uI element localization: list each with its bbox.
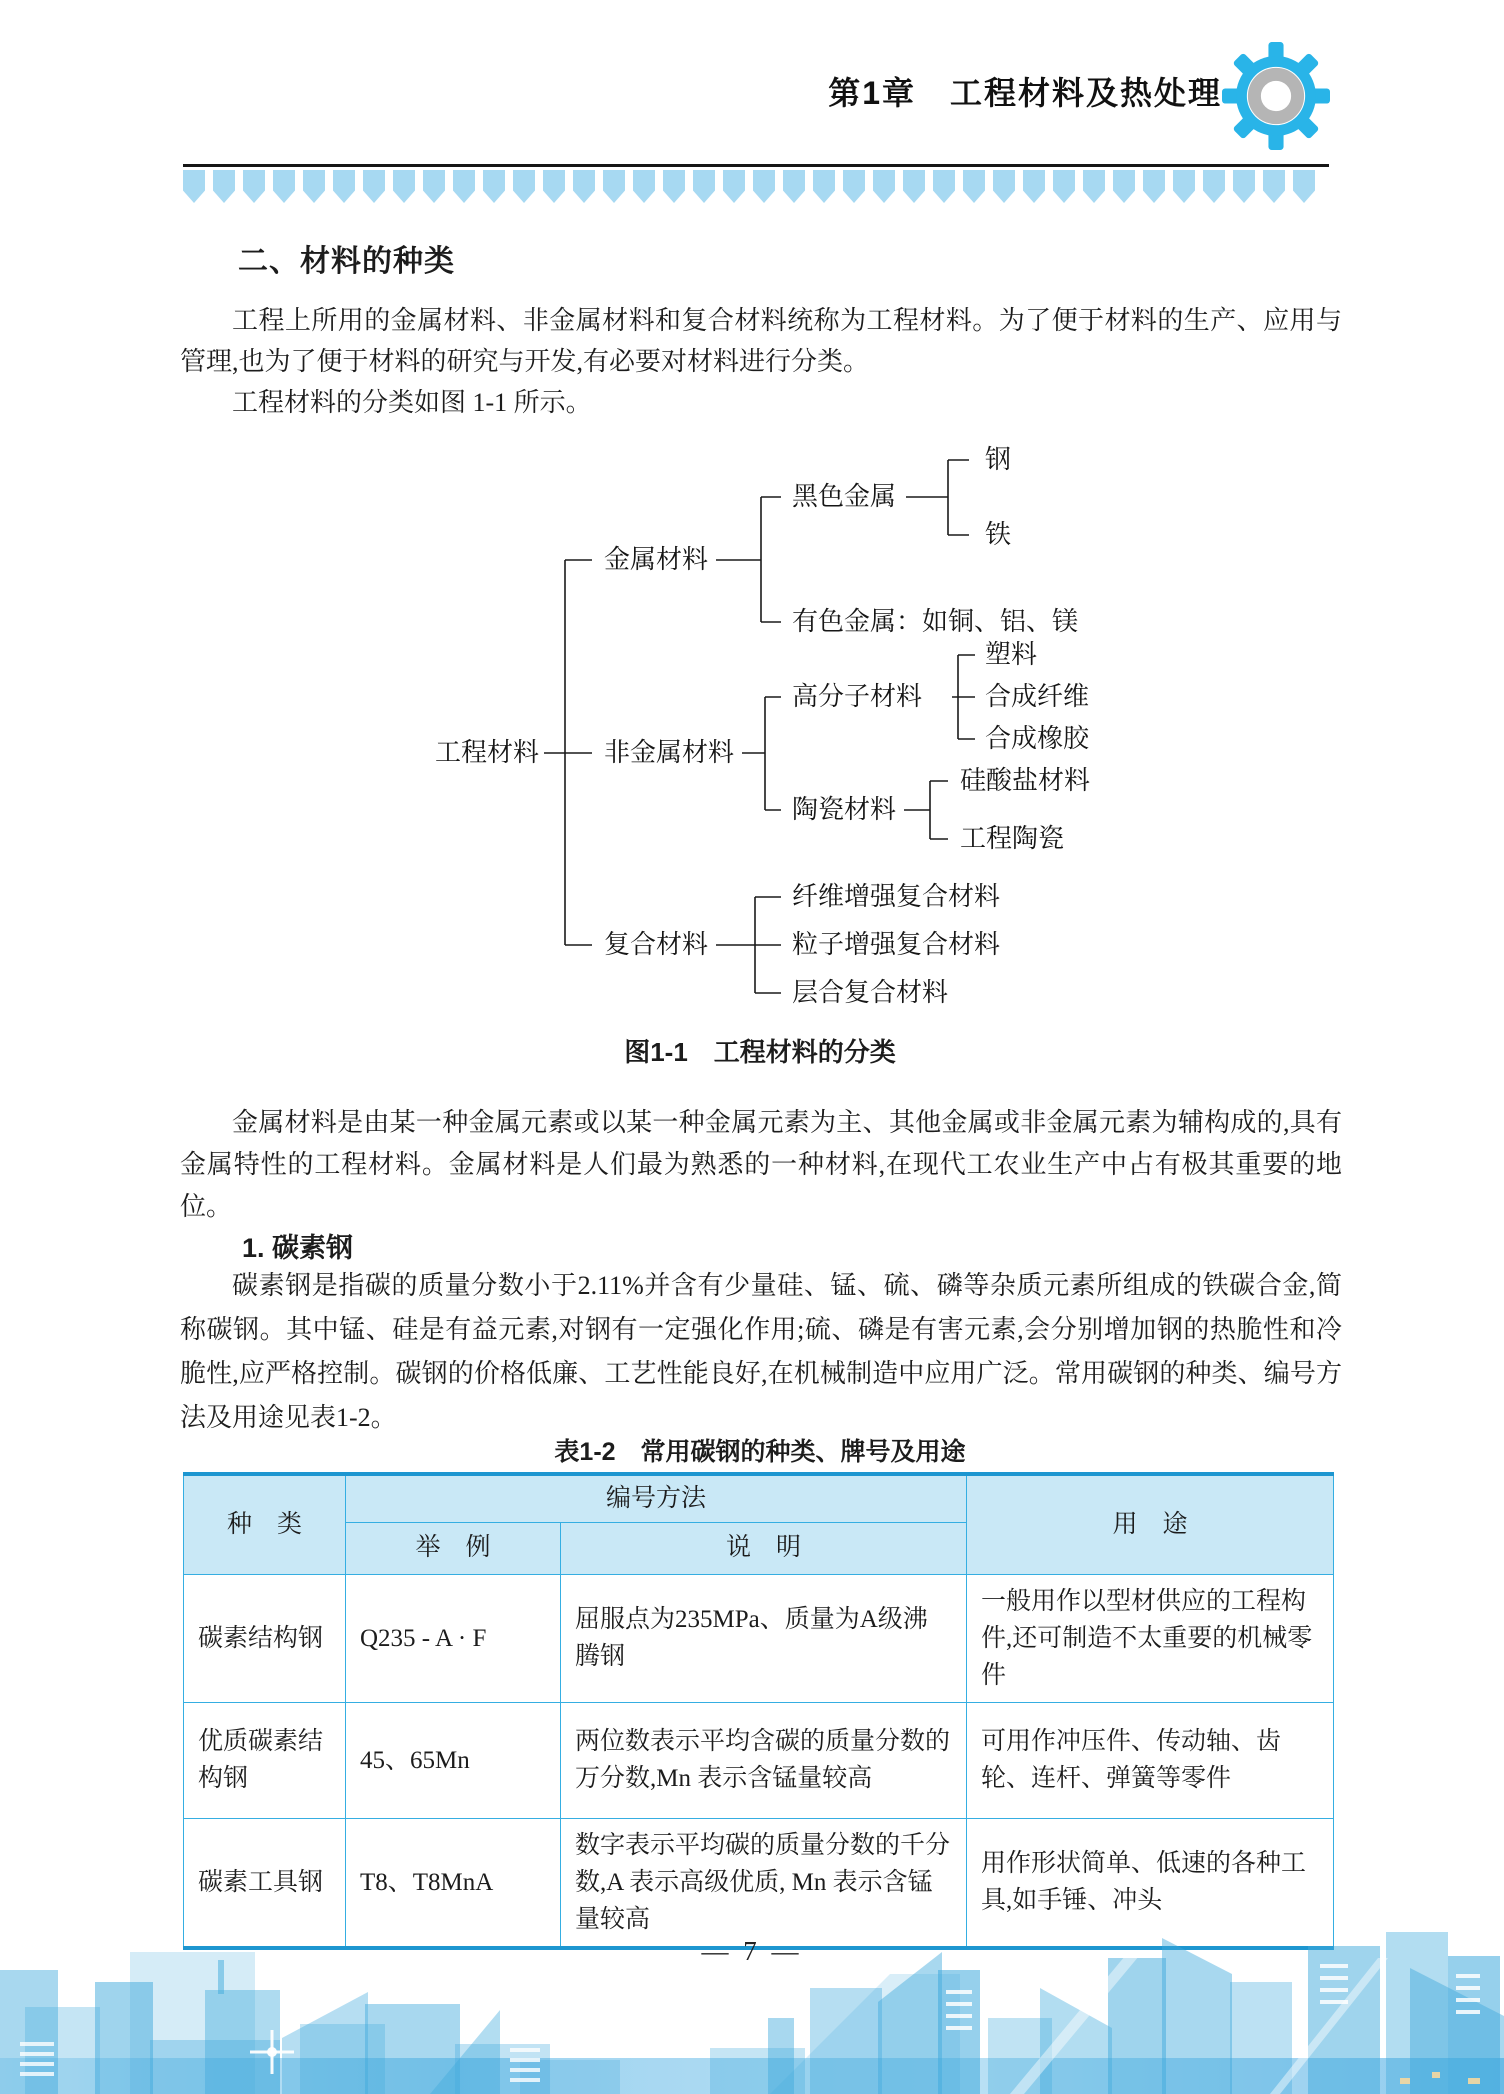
scallop-flag [1113,170,1135,203]
body-paragraph-2: 工程材料的分类如图 1-1 所示。 [232,388,592,417]
section-heading: 二、材料的种类 [238,245,455,278]
table-cell-example: 45、65Mn [346,1702,561,1818]
table-row [184,1702,1334,1818]
tree-node-particle-reinforced: 粒子增强复合材料 [792,930,1001,959]
figure-material-classification [180,430,1340,1080]
scallop-flag [693,170,715,203]
scallop-flag [873,170,895,203]
scallop-flag [783,170,805,203]
scallop-flag [1023,170,1045,203]
tree-node-iron: 铁 [985,520,1012,549]
scallop-flag [1083,170,1105,203]
table-row [184,1574,1334,1702]
city-skyline-left [0,1952,620,2094]
tree-node-steel: 钢 [985,445,1012,474]
scallop-flag [363,170,385,203]
scallop-flag [243,170,265,203]
scallop-flag [813,170,835,203]
scallop-flag [513,170,535,203]
body-paragraph-4: 碳素钢是指碳的质量分数小于2.11%并含有少量硅、锰、硫、磷等杂质元素所组成的铁碳合金,简称碳钢。其中锰、硅是有益元素,对钢有一定强化作用;硫、磷是有害元素,会分别增加钢的热脆性和冷脆性,应严格控制。碳钢的价格低廉、工艺性能良好,在机械制造中应用广泛。常用碳钢的种类、编号方法及用途见表1-2。 [180,1271,1342,1432]
table-cell-usage: 可用作冲压件、传动轴、齿轮、连杆、弹簧等零件 [967,1702,1334,1818]
page-number: — 7 — [701,1936,803,1966]
scallop-flag [1203,170,1225,203]
body-paragraph-1: 工程上所用的金属材料、非金属材料和复合材料统称为工程材料。为了便于材料的生产、应用与管理,也为了便于材料的研究与开发,有必要对材料进行分类。 [180,306,1342,376]
scallop-flag [603,170,625,203]
scallop-flag [993,170,1015,203]
scallop-flag [1143,170,1165,203]
tree-node-ceramic: 陶瓷材料 [792,795,897,824]
tree-connector-lines [180,430,1340,1080]
tree-node-synthetic-fiber: 合成纤维 [985,682,1090,711]
tree-node-composite: 复合材料 [604,930,709,959]
scallop-flag [1233,170,1255,203]
table-cell-kind: 优质碳素结构钢 [184,1702,346,1818]
table-header-usage: 用 途 [967,1474,1334,1574]
scallop-flag [423,170,445,203]
scallop-flag [963,170,985,203]
table-cell-usage: 一般用作以型材供应的工程构件,还可制造不太重要的机械零件 [967,1574,1334,1702]
tree-node-ferrous: 黑色金属 [792,482,897,511]
tree-node-fiber-reinforced: 纤维增强复合材料 [792,882,1001,911]
table-header-explain: 说 明 [561,1522,967,1574]
header-rule [183,164,1329,167]
table-cell-explain: 数字表示平均碳的质量分数的千分数,A 表示高级优质, Mn 表示含锰量较高 [561,1818,967,1948]
table-header-example: 举 例 [346,1522,561,1574]
scallop-flag [1053,170,1075,203]
scallop-flag [543,170,565,203]
scallop-flag [333,170,355,203]
table-cell-example: T8、T8MnA [346,1818,561,1948]
table-cell-example: Q235 - A · F [346,1574,561,1702]
tree-node-root: 工程材料 [435,738,540,767]
scallop-flag [183,170,205,203]
tree-node-silicate: 硅酸盐材料 [960,766,1091,795]
chapter-title: 第1章 工程材料及热处理 [828,75,1222,111]
table-header-kind: 种 类 [184,1474,346,1574]
table-cell-kind: 碳素工具钢 [184,1818,346,1948]
scallop-flag [663,170,685,203]
scallop-flag [633,170,655,203]
tree-node-nonferrous: 有色金属：如铜、铝、镁 [792,607,1079,636]
tree-node-nonmetal: 非金属材料 [604,738,735,767]
carbon-steel-table [183,1472,1334,1950]
table-cell-explain: 屈服点为235MPa、质量为A级沸腾钢 [561,1574,967,1702]
gear-icon [1222,42,1330,150]
scallop-flag [903,170,925,203]
tree-node-synthetic-rubber: 合成橡胶 [985,724,1090,753]
scallop-flag [573,170,595,203]
sub-heading-carbon-steel: 1. 碳素钢 [242,1233,354,1263]
city-skyline-right [710,1930,1504,2094]
table-row [184,1818,1334,1948]
scallop-flag [753,170,775,203]
scallop-flag [723,170,745,203]
scallop-flag [213,170,235,203]
tree-node-metal: 金属材料 [604,545,709,574]
scallop-flag [1293,170,1315,203]
table-cell-usage: 用作形状简单、低速的各种工具,如手锤、冲头 [967,1818,1334,1948]
scallop-flag [933,170,955,203]
tree-node-laminated: 层合复合材料 [792,978,949,1007]
figure-caption: 图1-1 工程材料的分类 [624,1037,896,1067]
tree-node-polymer: 高分子材料 [792,682,923,711]
scallop-flag [1263,170,1285,203]
tree-node-engineering-ceramic: 工程陶瓷 [960,824,1065,853]
tree-node-plastic: 塑料 [985,640,1038,669]
table-header-method: 编号方法 [346,1474,967,1522]
scallop-flag [273,170,295,203]
scallop-flag [453,170,475,203]
scallop-flag [1173,170,1195,203]
scallop-flag [843,170,865,203]
scallop-flag [393,170,415,203]
table-cell-explain: 两位数表示平均含碳的质量分数的万分数,Mn 表示含锰量较高 [561,1702,967,1818]
body-paragraph-3: 金属材料是由某一种金属元素或以某一种金属元素为主、其他金属或非金属元素为辅构成的,具有金属特性的工程材料。金属材料是人们最为熟悉的一种材料,在现代工农业生产中占有极其重要的地位。 [180,1108,1342,1221]
scallop-border [183,170,1333,208]
table-cell-kind: 碳素结构钢 [184,1574,346,1702]
scallop-flag [483,170,505,203]
table-title: 表1-2 常用碳钢的种类、牌号及用途 [554,1438,966,1466]
scallop-flag [303,170,325,203]
